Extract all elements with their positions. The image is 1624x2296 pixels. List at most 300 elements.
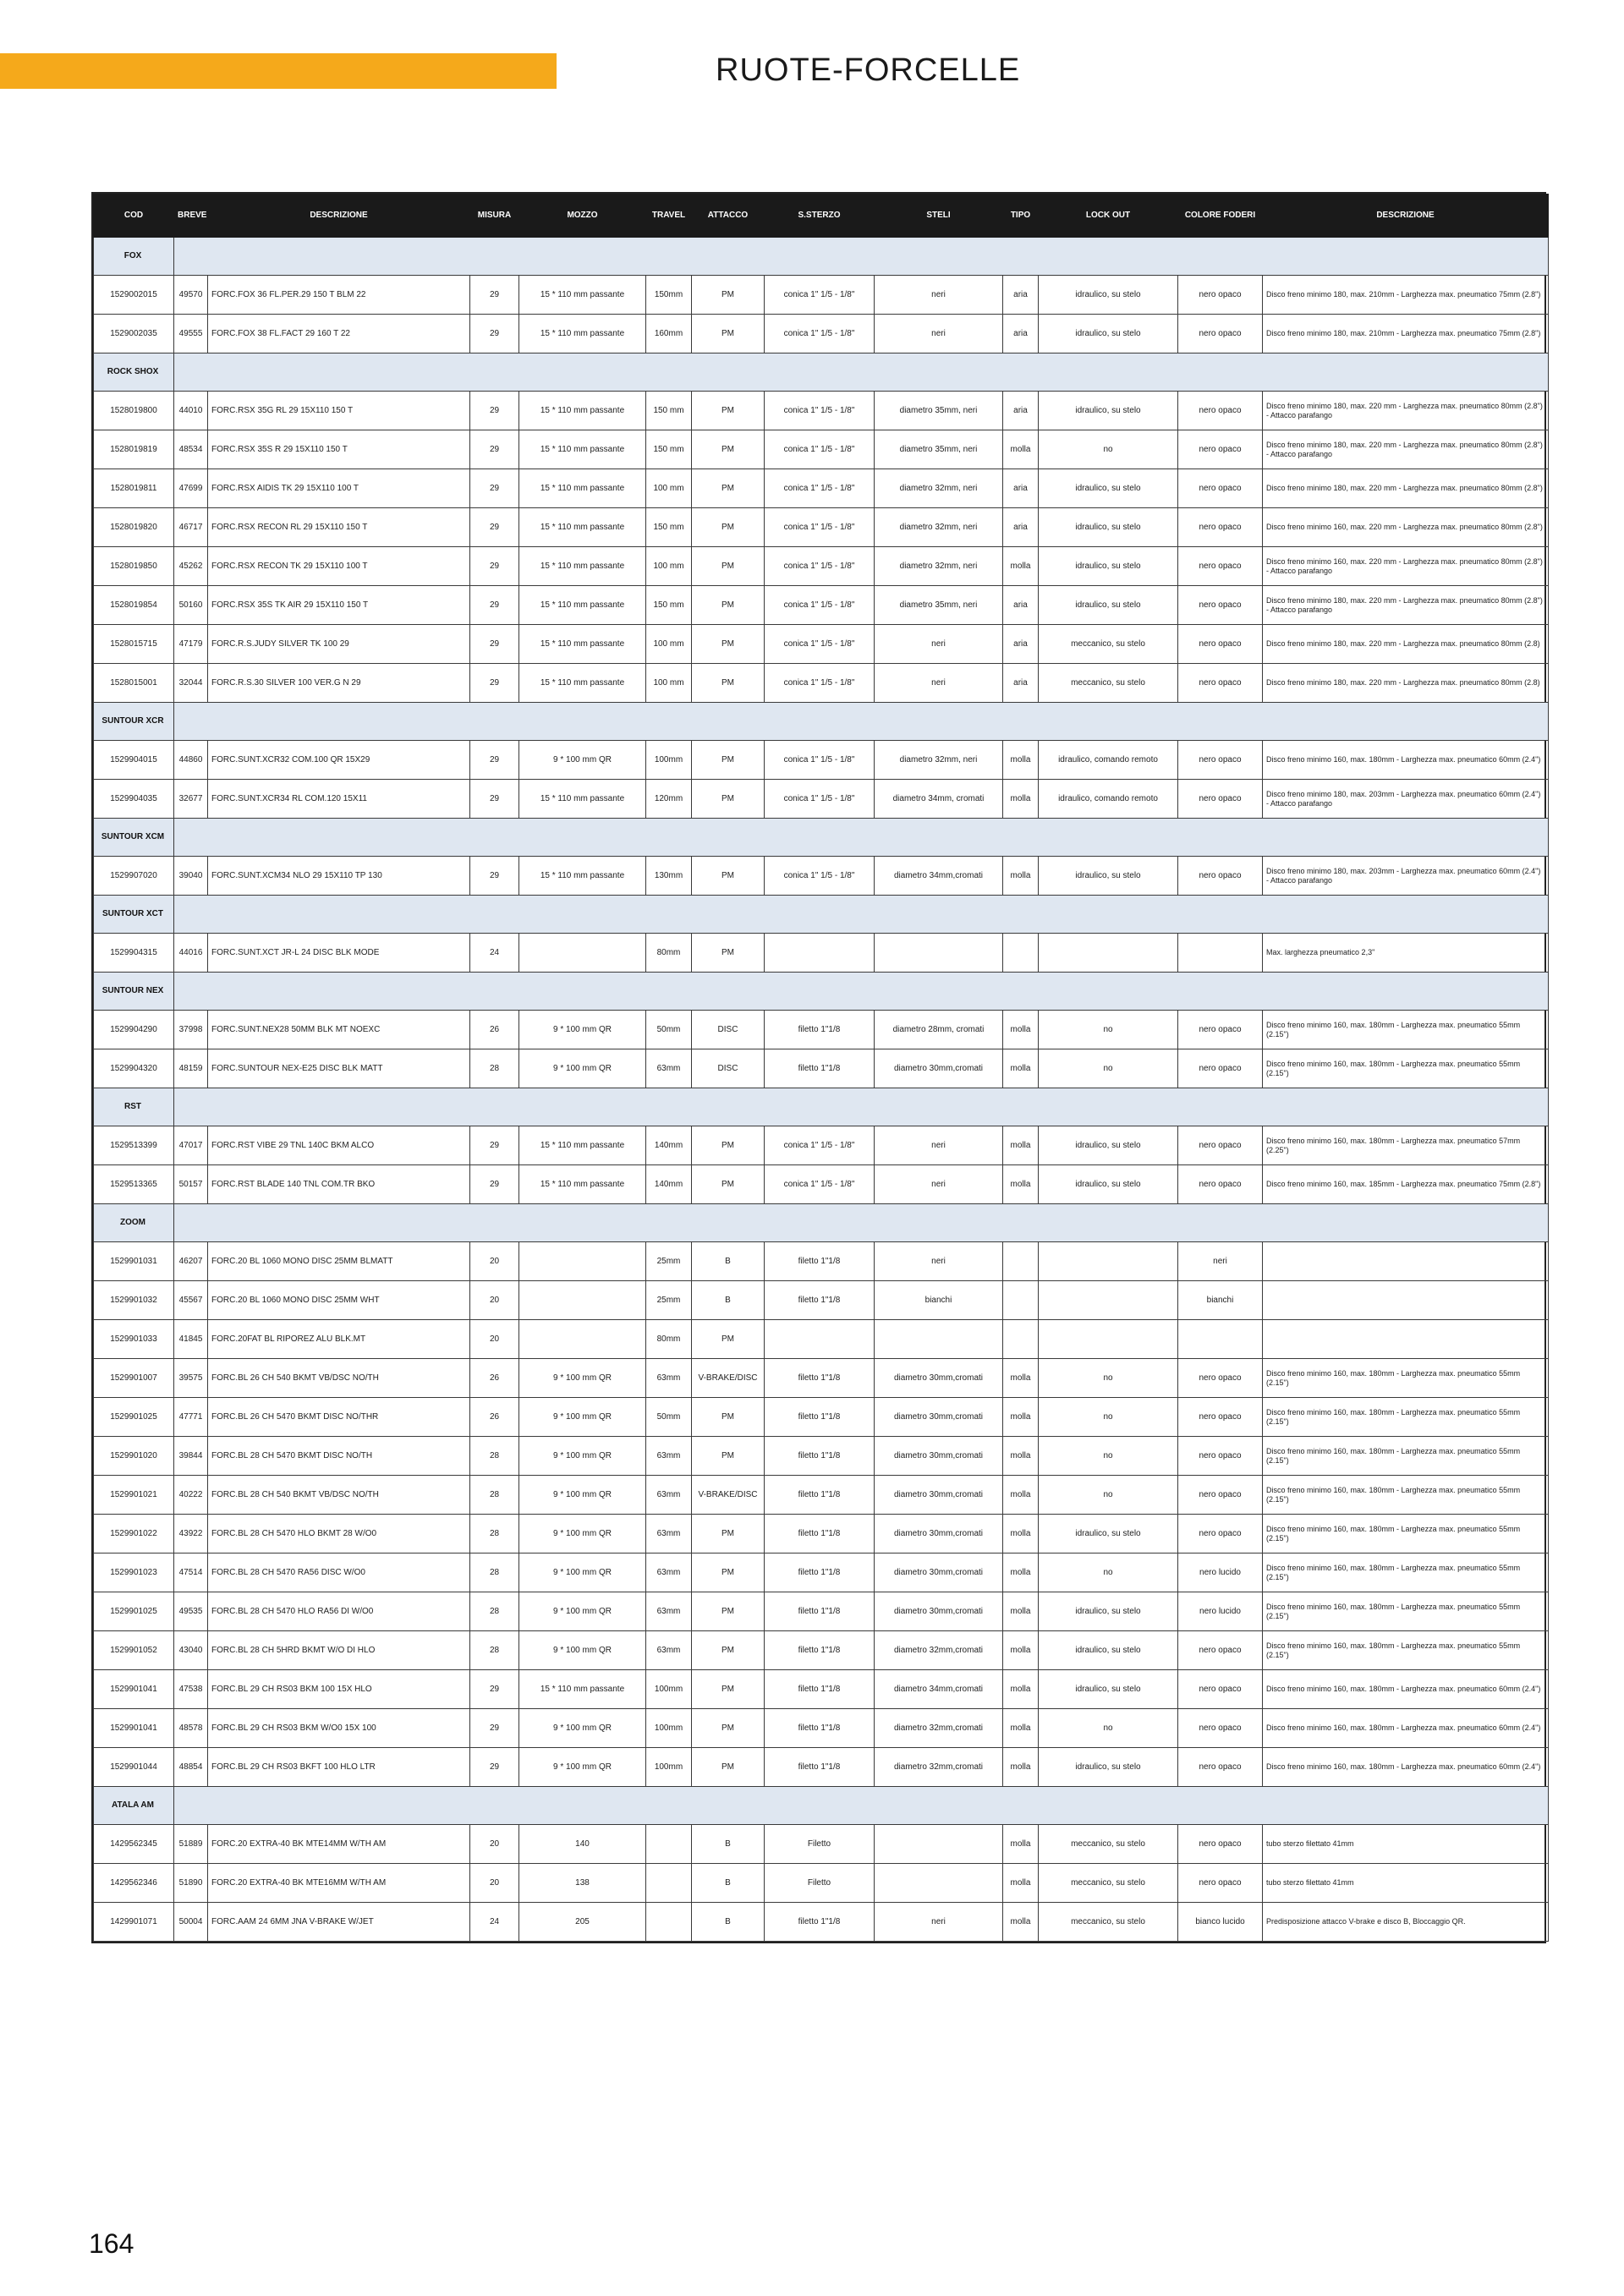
table-cell: 15 * 110 mm passante [519,508,646,547]
table-cell: PM [692,469,765,508]
table-cell: 29 [470,586,519,625]
table-cell: 28 [470,1631,519,1670]
table-cell: idraulico, su stelo [1039,469,1178,508]
table-cell: 45567 [174,1281,208,1320]
table-cell: molla [1003,1165,1039,1204]
table-cell: 1529901031 [94,1242,174,1281]
table-cell: Disco freno minimo 160, max. 180mm - Larghezza max. pneumatico 55mm (2.15") [1263,1049,1549,1088]
table-cell: filetto 1"1/8 [765,1437,875,1476]
table-cell: conica 1" 1/5 - 1/8" [765,469,875,508]
table-cell: diametro 34mm,cromati [875,857,1003,896]
table-cell: 63mm [646,1515,692,1553]
table-cell: FORC.BL 29 CH RS03 BKFT 100 HLO LTR [208,1748,470,1787]
table-cell: 20 [470,1864,519,1903]
table-cell: 63mm [646,1631,692,1670]
table-cell: 150 mm [646,392,692,430]
table-cell: aria [1003,315,1039,353]
table-cell: 29 [470,1748,519,1787]
column-header: LOCK OUT [1039,195,1178,238]
table-cell: PM [692,780,765,819]
table-cell: 49535 [174,1592,208,1631]
table-cell: filetto 1"1/8 [765,1631,875,1670]
table-cell: 48534 [174,430,208,469]
column-header: DESCRIZIONE [208,195,470,238]
table-cell: 41845 [174,1320,208,1359]
table-cell: 29 [470,392,519,430]
table-cell: 140mm [646,1126,692,1165]
table-cell: nero opaco [1178,1709,1263,1748]
section-fill [174,1787,1549,1825]
table-cell: idraulico, su stelo [1039,1515,1178,1553]
table-cell: 130mm [646,857,692,896]
table-cell: molla [1003,1825,1039,1864]
table-row [94,1011,1549,1049]
table-cell: PM [692,1553,765,1592]
table-cell: 39844 [174,1437,208,1476]
table-cell: Max. larghezza pneumatico 2,3" [1263,934,1549,973]
table-cell: PM [692,1515,765,1553]
table-cell: 20 [470,1825,519,1864]
table-cell: molla [1003,1670,1039,1709]
table-cell: 100mm [646,1748,692,1787]
table-cell: diametro 30mm,cromati [875,1476,1003,1515]
table-cell: FORC.BL 28 CH 5470 BKMT DISC NO/TH [208,1437,470,1476]
table-cell: 48578 [174,1709,208,1748]
table-cell: B [692,1825,765,1864]
table-cell: molla [1003,1011,1039,1049]
table-cell: 1528019800 [94,392,174,430]
table-cell [1039,1281,1178,1320]
table-cell: FORC.BL 26 CH 540 BKMT VB/DSC NO/TH [208,1359,470,1398]
table-cell: nero opaco [1178,392,1263,430]
table-cell: 9 * 100 mm QR [519,1476,646,1515]
table-cell: aria [1003,469,1039,508]
table-cell: 1529901033 [94,1320,174,1359]
table-cell: 28 [470,1049,519,1088]
table-cell: Disco freno minimo 180, max. 220 mm - Larghezza max. pneumatico 80mm (2.8") - Attacco parafango [1263,430,1549,469]
table-cell: Disco freno minimo 180, max. 220 mm - Larghezza max. pneumatico 80mm (2.8) [1263,625,1549,664]
page-title: RUOTE-FORCELLE [716,52,1021,88]
table-cell: filetto 1"1/8 [765,1670,875,1709]
table-cell: molla [1003,857,1039,896]
table-cell: 43040 [174,1631,208,1670]
table-cell: nero opaco [1178,315,1263,353]
table-cell: diametro 30mm,cromati [875,1553,1003,1592]
table-cell: conica 1" 1/5 - 1/8" [765,741,875,780]
table-row [94,315,1549,353]
table-row [94,1903,1549,1942]
table-cell: diametro 32mm,cromati [875,1631,1003,1670]
section-fill [174,353,1549,392]
table-cell [765,1320,875,1359]
table-row [94,1242,1549,1281]
section-label: SUNTOUR XCR [94,703,174,741]
table-cell: nero opaco [1178,625,1263,664]
table-cell: 100 mm [646,664,692,703]
table-cell: conica 1" 1/5 - 1/8" [765,780,875,819]
table-cell: FORC.BL 26 CH 5470 BKMT DISC NO/THR [208,1398,470,1437]
table-cell [519,1281,646,1320]
table-cell: neri [875,276,1003,315]
table-cell: 1529901022 [94,1515,174,1553]
table-cell: 1529901007 [94,1359,174,1398]
table-cell: 15 * 110 mm passante [519,547,646,586]
table-cell: 15 * 110 mm passante [519,430,646,469]
product-table [91,192,1546,1943]
table-cell: diametro 32mm, neri [875,469,1003,508]
table-cell: conica 1" 1/5 - 1/8" [765,857,875,896]
table-row [94,1515,1549,1553]
table-cell: 9 * 100 mm QR [519,1515,646,1553]
table-cell: Disco freno minimo 180, max. 210mm - Larghezza max. pneumatico 75mm (2.8") [1263,276,1549,315]
table-cell: 1429562346 [94,1864,174,1903]
table-cell: conica 1" 1/5 - 1/8" [765,276,875,315]
table-cell: 1529513399 [94,1126,174,1165]
table-cell: FORC.SUNT.XCR32 COM.100 QR 15X29 [208,741,470,780]
table-cell: filetto 1"1/8 [765,1748,875,1787]
table-cell: FORC.BL 28 CH 540 BKMT VB/DSC NO/TH [208,1476,470,1515]
table-cell: 9 * 100 mm QR [519,1359,646,1398]
table-cell: Disco freno minimo 180, max. 220 mm - Larghezza max. pneumatico 80mm (2.8") - Attacco parafango [1263,586,1549,625]
table-cell: diametro 32mm, neri [875,547,1003,586]
table-cell [875,1825,1003,1864]
table-cell: 25mm [646,1281,692,1320]
table-cell: 100mm [646,1670,692,1709]
table-cell: molla [1003,1437,1039,1476]
table-row [94,1825,1549,1864]
table-cell: molla [1003,1553,1039,1592]
table-cell: FORC.20 BL 1060 MONO DISC 25MM WHT [208,1281,470,1320]
table-cell: 63mm [646,1592,692,1631]
table-cell: no [1039,1398,1178,1437]
table-cell: nero opaco [1178,857,1263,896]
table-cell: diametro 30mm,cromati [875,1049,1003,1088]
table-cell: FORC.RSX 35S R 29 15X110 150 T [208,430,470,469]
table-cell: FORC.AAM 24 6MM JNA V-BRAKE W/JET [208,1903,470,1942]
table-cell: 63mm [646,1049,692,1088]
table-cell [875,1320,1003,1359]
table-cell: 100 mm [646,625,692,664]
table-cell: Disco freno minimo 180, max. 203mm - Larghezza max. pneumatico 60mm (2.4") - Attacco parafango [1263,857,1549,896]
section-label: RST [94,1088,174,1126]
table-cell: 1529901052 [94,1631,174,1670]
table-cell: Disco freno minimo 160, max. 180mm - Larghezza max. pneumatico 55mm (2.15") [1263,1398,1549,1437]
table-cell: aria [1003,664,1039,703]
table-cell [1003,1242,1039,1281]
table-cell [1039,934,1178,973]
table-cell: 50mm [646,1398,692,1437]
table-cell: nero opaco [1178,586,1263,625]
table-cell [646,1903,692,1942]
table-cell: filetto 1"1/8 [765,1359,875,1398]
section-row [94,896,1549,934]
column-header: MISURA [470,195,519,238]
table-row [94,1359,1549,1398]
table-cell: 63mm [646,1476,692,1515]
section-fill [174,238,1549,276]
table-cell: PM [692,1709,765,1748]
table-cell: conica 1" 1/5 - 1/8" [765,664,875,703]
section-row [94,973,1549,1011]
table-cell: 9 * 100 mm QR [519,1553,646,1592]
table-row [94,664,1549,703]
table-cell: idraulico, su stelo [1039,315,1178,353]
column-header: BREVE [174,195,208,238]
table-cell: 1529904290 [94,1011,174,1049]
table-cell: nero opaco [1178,1631,1263,1670]
column-header: STELI [875,195,1003,238]
table-cell: aria [1003,508,1039,547]
table-cell: FORC.SUNTOUR NEX-E25 DISC BLK MATT [208,1049,470,1088]
table-row [94,1281,1549,1320]
table-cell: bianchi [875,1281,1003,1320]
column-header: DESCRIZIONE [1263,195,1549,238]
table-cell: neri [1178,1242,1263,1281]
table-cell: FORC.RSX RECON RL 29 15X110 150 T [208,508,470,547]
table-cell: 29 [470,315,519,353]
section-label: SUNTOUR XCM [94,819,174,857]
table-row [94,934,1549,973]
table-cell: nero opaco [1178,1476,1263,1515]
table-row [94,1592,1549,1631]
section-row [94,703,1549,741]
table-cell: filetto 1"1/8 [765,1515,875,1553]
table-cell: nero opaco [1178,1398,1263,1437]
table-cell: FORC.BL 28 CH 5470 HLO RA56 DI W/O0 [208,1592,470,1631]
table-cell: 32677 [174,780,208,819]
table-row [94,547,1549,586]
table-cell: 44860 [174,741,208,780]
table-cell: PM [692,1631,765,1670]
table-cell: bianchi [1178,1281,1263,1320]
table-cell: conica 1" 1/5 - 1/8" [765,586,875,625]
table-cell: meccanico, su stelo [1039,1825,1178,1864]
table-cell: FORC.BL 28 CH 5470 RA56 DISC W/O0 [208,1553,470,1592]
table-cell [1263,1242,1549,1281]
table-cell: 80mm [646,934,692,973]
table-cell: Disco freno minimo 160, max. 180mm - Larghezza max. pneumatico 55mm (2.15") [1263,1592,1549,1631]
table-cell: 24 [470,934,519,973]
table-cell: 50004 [174,1903,208,1942]
table-cell: FORC.RST VIBE 29 TNL 140C BKM ALCO [208,1126,470,1165]
table-cell: meccanico, su stelo [1039,625,1178,664]
table-cell: neri [875,1165,1003,1204]
table-cell: FORC.RSX 35S TK AIR 29 15X110 150 T [208,586,470,625]
table-cell: 1528019819 [94,430,174,469]
table-cell: idraulico, comando remoto [1039,741,1178,780]
table-cell [519,1320,646,1359]
table-cell: 150 mm [646,508,692,547]
table-cell: PM [692,508,765,547]
table-cell: filetto 1"1/8 [765,1592,875,1631]
table-cell: neri [875,1242,1003,1281]
table-cell [1178,934,1263,973]
table-cell: nero opaco [1178,1165,1263,1204]
table-cell: 15 * 110 mm passante [519,1165,646,1204]
table-cell: PM [692,1320,765,1359]
table-cell: 40222 [174,1476,208,1515]
table-cell: tubo sterzo filettato 41mm [1263,1864,1549,1903]
table-cell: 1529901041 [94,1709,174,1748]
table-cell: 29 [470,469,519,508]
table-cell: 25mm [646,1242,692,1281]
table-cell: 26 [470,1398,519,1437]
table-cell: no [1039,1709,1178,1748]
table-cell: diametro 30mm,cromati [875,1359,1003,1398]
table-cell: Disco freno minimo 160, max. 180mm - Larghezza max. pneumatico 60mm (2.4") [1263,1709,1549,1748]
table-cell: PM [692,1126,765,1165]
table-cell: B [692,1242,765,1281]
table-cell: Disco freno minimo 180, max. 220 mm - Larghezza max. pneumatico 80mm (2.8) [1263,664,1549,703]
table-cell: 9 * 100 mm QR [519,1049,646,1088]
table-row [94,1398,1549,1437]
table-cell: B [692,1903,765,1942]
table-cell: 63mm [646,1437,692,1476]
table-cell: 1528019820 [94,508,174,547]
table-cell: DISC [692,1049,765,1088]
table-cell: neri [875,1903,1003,1942]
table-cell: idraulico, su stelo [1039,508,1178,547]
table-cell: aria [1003,392,1039,430]
table-cell: FORC.SUNT.XCM34 NLO 29 15X110 TP 130 [208,857,470,896]
table-cell: 1529907020 [94,857,174,896]
section-row [94,819,1549,857]
table-cell: nero opaco [1178,276,1263,315]
table-cell: no [1039,430,1178,469]
table-cell: idraulico, su stelo [1039,1165,1178,1204]
table-cell: idraulico, su stelo [1039,586,1178,625]
table-cell: DISC [692,1011,765,1049]
table-cell: 46207 [174,1242,208,1281]
table-cell: idraulico, su stelo [1039,276,1178,315]
table-cell: 1529901041 [94,1670,174,1709]
table-cell: 9 * 100 mm QR [519,1631,646,1670]
table-cell [519,1242,646,1281]
table-cell: 15 * 110 mm passante [519,276,646,315]
table-cell: molla [1003,430,1039,469]
section-fill [174,1204,1549,1242]
table-cell [1263,1281,1549,1320]
column-header: COLORE FODERI [1178,195,1263,238]
table-cell: filetto 1"1/8 [765,1553,875,1592]
table-row [94,276,1549,315]
table-cell: 26 [470,1011,519,1049]
column-header: S.STERZO [765,195,875,238]
table-cell: diametro 32mm,cromati [875,1748,1003,1787]
table-cell: 24 [470,1903,519,1942]
table-cell: Disco freno minimo 160, max. 220 mm - Larghezza max. pneumatico 80mm (2.8") - Attacco parafango [1263,547,1549,586]
table-cell: idraulico, su stelo [1039,1126,1178,1165]
table-cell: FORC.20 BL 1060 MONO DISC 25MM BLMATT [208,1242,470,1281]
table-cell: 50mm [646,1011,692,1049]
table-cell: 15 * 110 mm passante [519,780,646,819]
table-cell: PM [692,741,765,780]
table-cell [519,934,646,973]
table-row [94,1126,1549,1165]
table-row [94,1748,1549,1787]
table-cell: Disco freno minimo 180, max. 210mm - Larghezza max. pneumatico 75mm (2.8") [1263,315,1549,353]
table-cell: Disco freno minimo 160, max. 180mm - Larghezza max. pneumatico 57mm (2.25") [1263,1126,1549,1165]
table-cell: Disco freno minimo 160, max. 180mm - Larghezza max. pneumatico 55mm (2.15") [1263,1515,1549,1553]
table-cell: diametro 32mm, neri [875,741,1003,780]
section-label: ZOOM [94,1204,174,1242]
table-cell: nero opaco [1178,780,1263,819]
page-number: 164 [89,2228,134,2259]
table-cell: 1529513365 [94,1165,174,1204]
table-cell [1003,1320,1039,1359]
table-cell: conica 1" 1/5 - 1/8" [765,625,875,664]
table-cell: 28 [470,1437,519,1476]
table-cell: PM [692,934,765,973]
table-cell: Disco freno minimo 160, max. 180mm - Larghezza max. pneumatico 55mm (2.15") [1263,1476,1549,1515]
section-label: ROCK SHOX [94,353,174,392]
table-cell: 15 * 110 mm passante [519,1126,646,1165]
table-cell: 29 [470,664,519,703]
table-cell: 100 mm [646,547,692,586]
table-cell: molla [1003,1631,1039,1670]
table-cell: 160mm [646,315,692,353]
table-cell: FORC.R.S.30 SILVER 100 VER.G N 29 [208,664,470,703]
table-cell: 15 * 110 mm passante [519,857,646,896]
table-cell: neri [875,1126,1003,1165]
table-cell: 47179 [174,625,208,664]
table-cell: FORC.20 EXTRA-40 BK MTE14MM W/TH AM [208,1825,470,1864]
table-cell: 51890 [174,1864,208,1903]
table-cell: nero opaco [1178,1748,1263,1787]
table-cell: Disco freno minimo 160, max. 180mm - Larghezza max. pneumatico 55mm (2.15") [1263,1359,1549,1398]
table-cell: diametro 28mm, cromati [875,1011,1003,1049]
table-cell: FORC.BL 28 CH 5470 HLO BKMT 28 W/O0 [208,1515,470,1553]
table-cell: FORC.RSX AIDIS TK 29 15X110 100 T [208,469,470,508]
table-cell: nero opaco [1178,469,1263,508]
table-cell: nero lucido [1178,1592,1263,1631]
table-cell [875,934,1003,973]
table-cell: 48159 [174,1049,208,1088]
table-cell: molla [1003,1748,1039,1787]
table-cell: 28 [470,1592,519,1631]
table-cell: PM [692,315,765,353]
table-cell: idraulico, su stelo [1039,1592,1178,1631]
table-cell: V-BRAKE/DISC [692,1359,765,1398]
table-cell [646,1864,692,1903]
table-row [94,508,1549,547]
table-cell: neri [875,625,1003,664]
table-cell: 29 [470,508,519,547]
table-cell: diametro 30mm,cromati [875,1437,1003,1476]
table-cell: 45262 [174,547,208,586]
column-header: ATTACCO [692,195,765,238]
table-cell: molla [1003,1359,1039,1398]
table-cell: conica 1" 1/5 - 1/8" [765,1126,875,1165]
table-cell: 1429901071 [94,1903,174,1942]
table-cell: idraulico, su stelo [1039,857,1178,896]
table-cell: 9 * 100 mm QR [519,1437,646,1476]
table-cell: 63mm [646,1359,692,1398]
table-row [94,1165,1549,1204]
table-cell: 29 [470,1126,519,1165]
section-label: ATALA AM [94,1787,174,1825]
table-cell [765,934,875,973]
table-cell: 50160 [174,586,208,625]
table-cell: PM [692,392,765,430]
table-row [94,1631,1549,1670]
table-cell: Filetto [765,1864,875,1903]
table-cell: diametro 35mm, neri [875,586,1003,625]
table-cell: Disco freno minimo 160, max. 180mm - Larghezza max. pneumatico 60mm (2.4") [1263,741,1549,780]
table-cell: 29 [470,780,519,819]
table-cell: PM [692,1165,765,1204]
table-cell: PM [692,1748,765,1787]
